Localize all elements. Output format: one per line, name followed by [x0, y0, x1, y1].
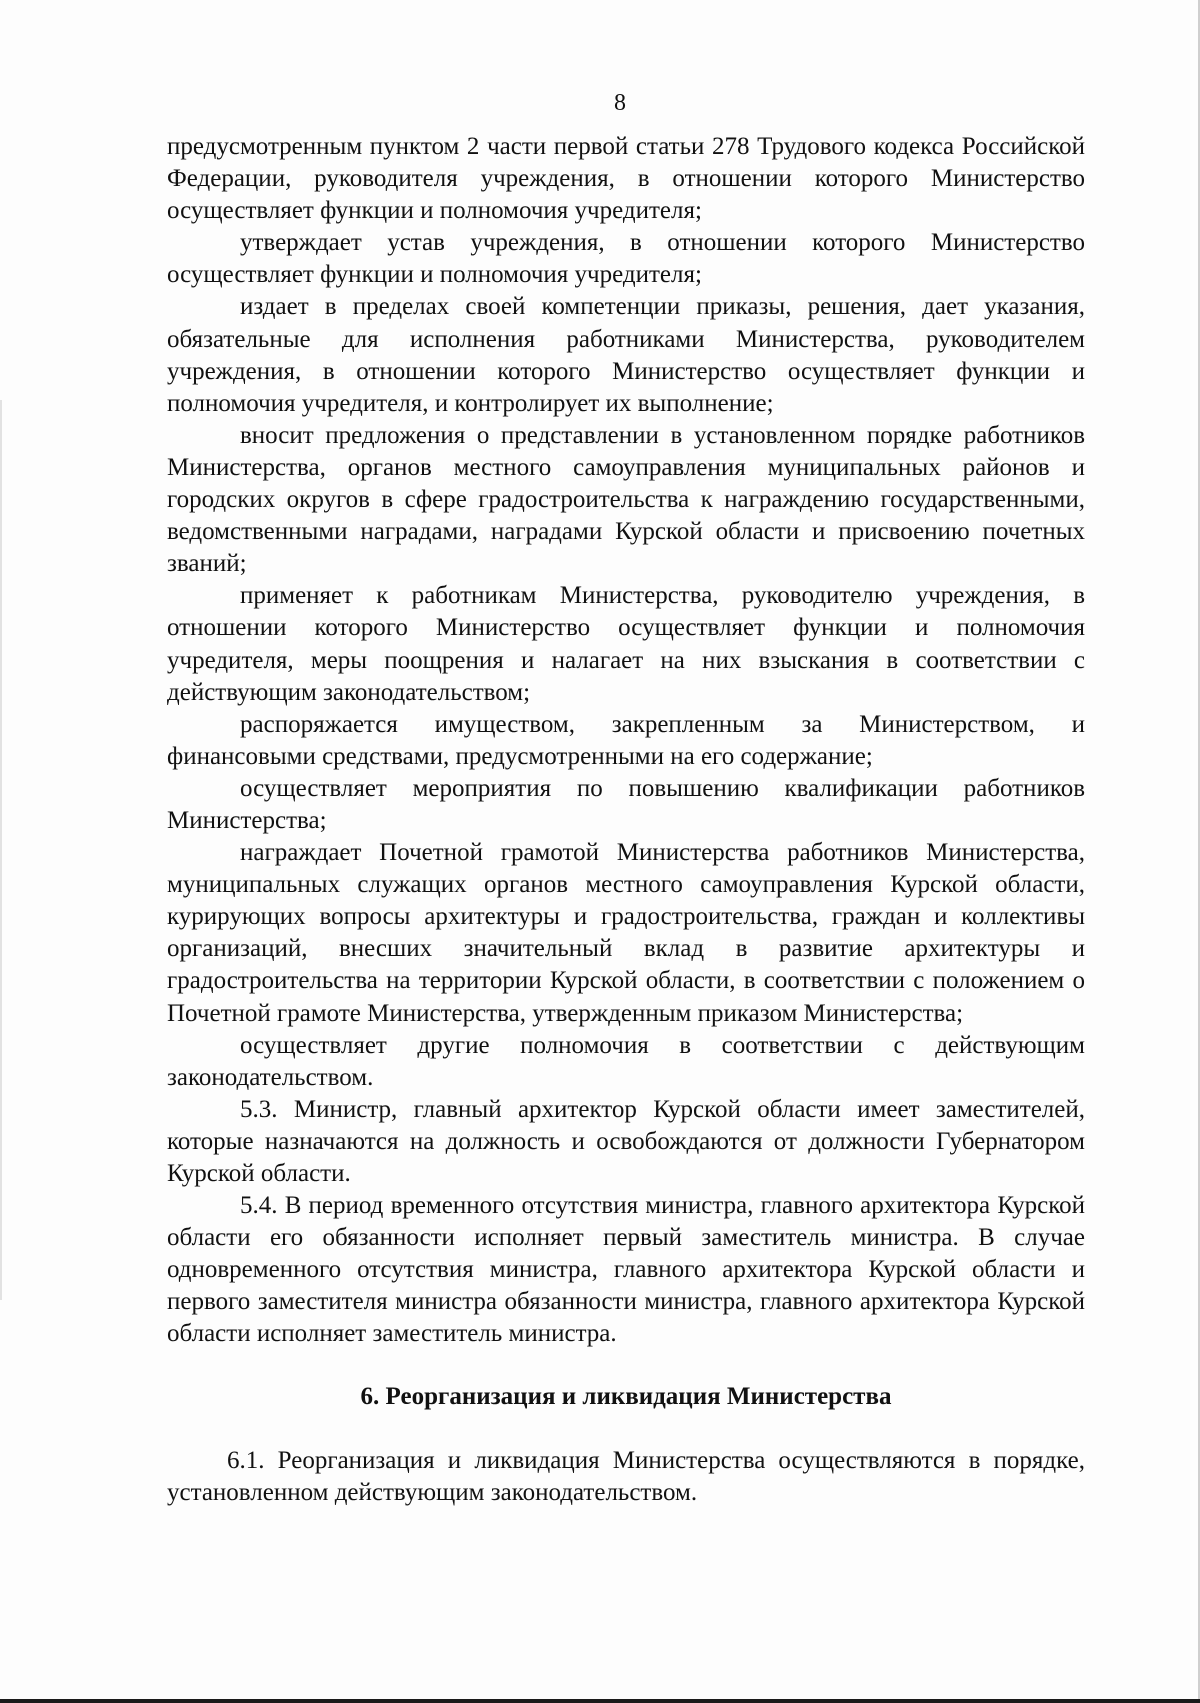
paragraph-property: распоряжается имуществом, закрепленным за Министерством, и финансовыми средствами, предусмотренными на его содержание; [167, 710, 1085, 770]
document-body [167, 131, 1085, 1509]
paragraph-5-4: 5.4. В период временного отсутствия министра, главного архитектора Курской области его обязанности исполняет первый заместитель министра. В случае одновременного отсутствия министра, главного архитектора Курской области и первого заместителя министра обязанности министра, главного архитектора Курской области исполняет заместитель министра. [167, 1192, 1085, 1348]
paragraph-other-powers: осуществляет другие полномочия в соответствии с действующим законодательством. [167, 1031, 1085, 1091]
scan-edge-left [0, 400, 2, 1300]
section-heading: 6. Реорганизация и ликвидация Министерства [360, 1382, 892, 1410]
paragraph-orders: издает в пределах своей компетенции приказы, решения, дает указания, обязательные для исполнения работниками Министерства, руководителем учреждения, в отношении которого Министерство осуществляет функции и полномочия учредителя, и контролирует их выполнение; [167, 293, 1085, 417]
paragraph-certificate: награждает Почетной грамотой Министерства работников Министерства, муниципальных служащих органов местного самоуправления Курской области, курирующих вопросы архитектуры и градостроительства, граждан и коллективы организаций, внесших значительный вклад в развитие архитектуры и градостроительства на территории Курской области, в соответствии с положением о Почетной грамоте Министерства, утвержденным приказом Министерства; [167, 839, 1085, 1027]
paragraph-awards-proposals: вносит предложения о представлении в установленном порядке работников Министерства, органов местного самоуправления муниципальных районов и городских округов в сфере градостроительства к награждению государственными, ведомственными наградами, наградами Курской области и присвоению почетных званий; [167, 421, 1085, 578]
paragraph-continuation: предусмотренным пунктом 2 части первой статьи 278 Трудового кодекса Российской Федерации, руководителя учреждения, в отношении которого Министерство осуществляет функции и полномочия учредителя; [167, 133, 1085, 225]
scan-bottom-edge [0, 1699, 1200, 1703]
paragraph-qualification: осуществляет мероприятия по повышению квалификации работников Министерства; [167, 774, 1085, 834]
page-number: 8 [614, 90, 626, 116]
paragraph-6-1: 6.1. Реорганизация и ликвидация Министерства осуществляются в порядке, установленном действующим законодательством. [167, 1446, 1085, 1506]
paragraph-5-3: 5.3. Министр, главный архитектор Курской области имеет заместителей, которые назначаются на должность и освобождаются от должности Губернатором Курской области. [167, 1095, 1085, 1187]
paragraph-charter: утверждает устав учреждения, в отношении которого Министерство осуществляет функции и полномочия учредителя; [167, 229, 1085, 289]
paragraph-incentives: применяет к работникам Министерства, руководителю учреждения, в отношении которого Министерство осуществляет функции и полномочия учредителя, меры поощрения и налагает на них взыскания в соответствии с действующим законодательством; [167, 582, 1085, 706]
